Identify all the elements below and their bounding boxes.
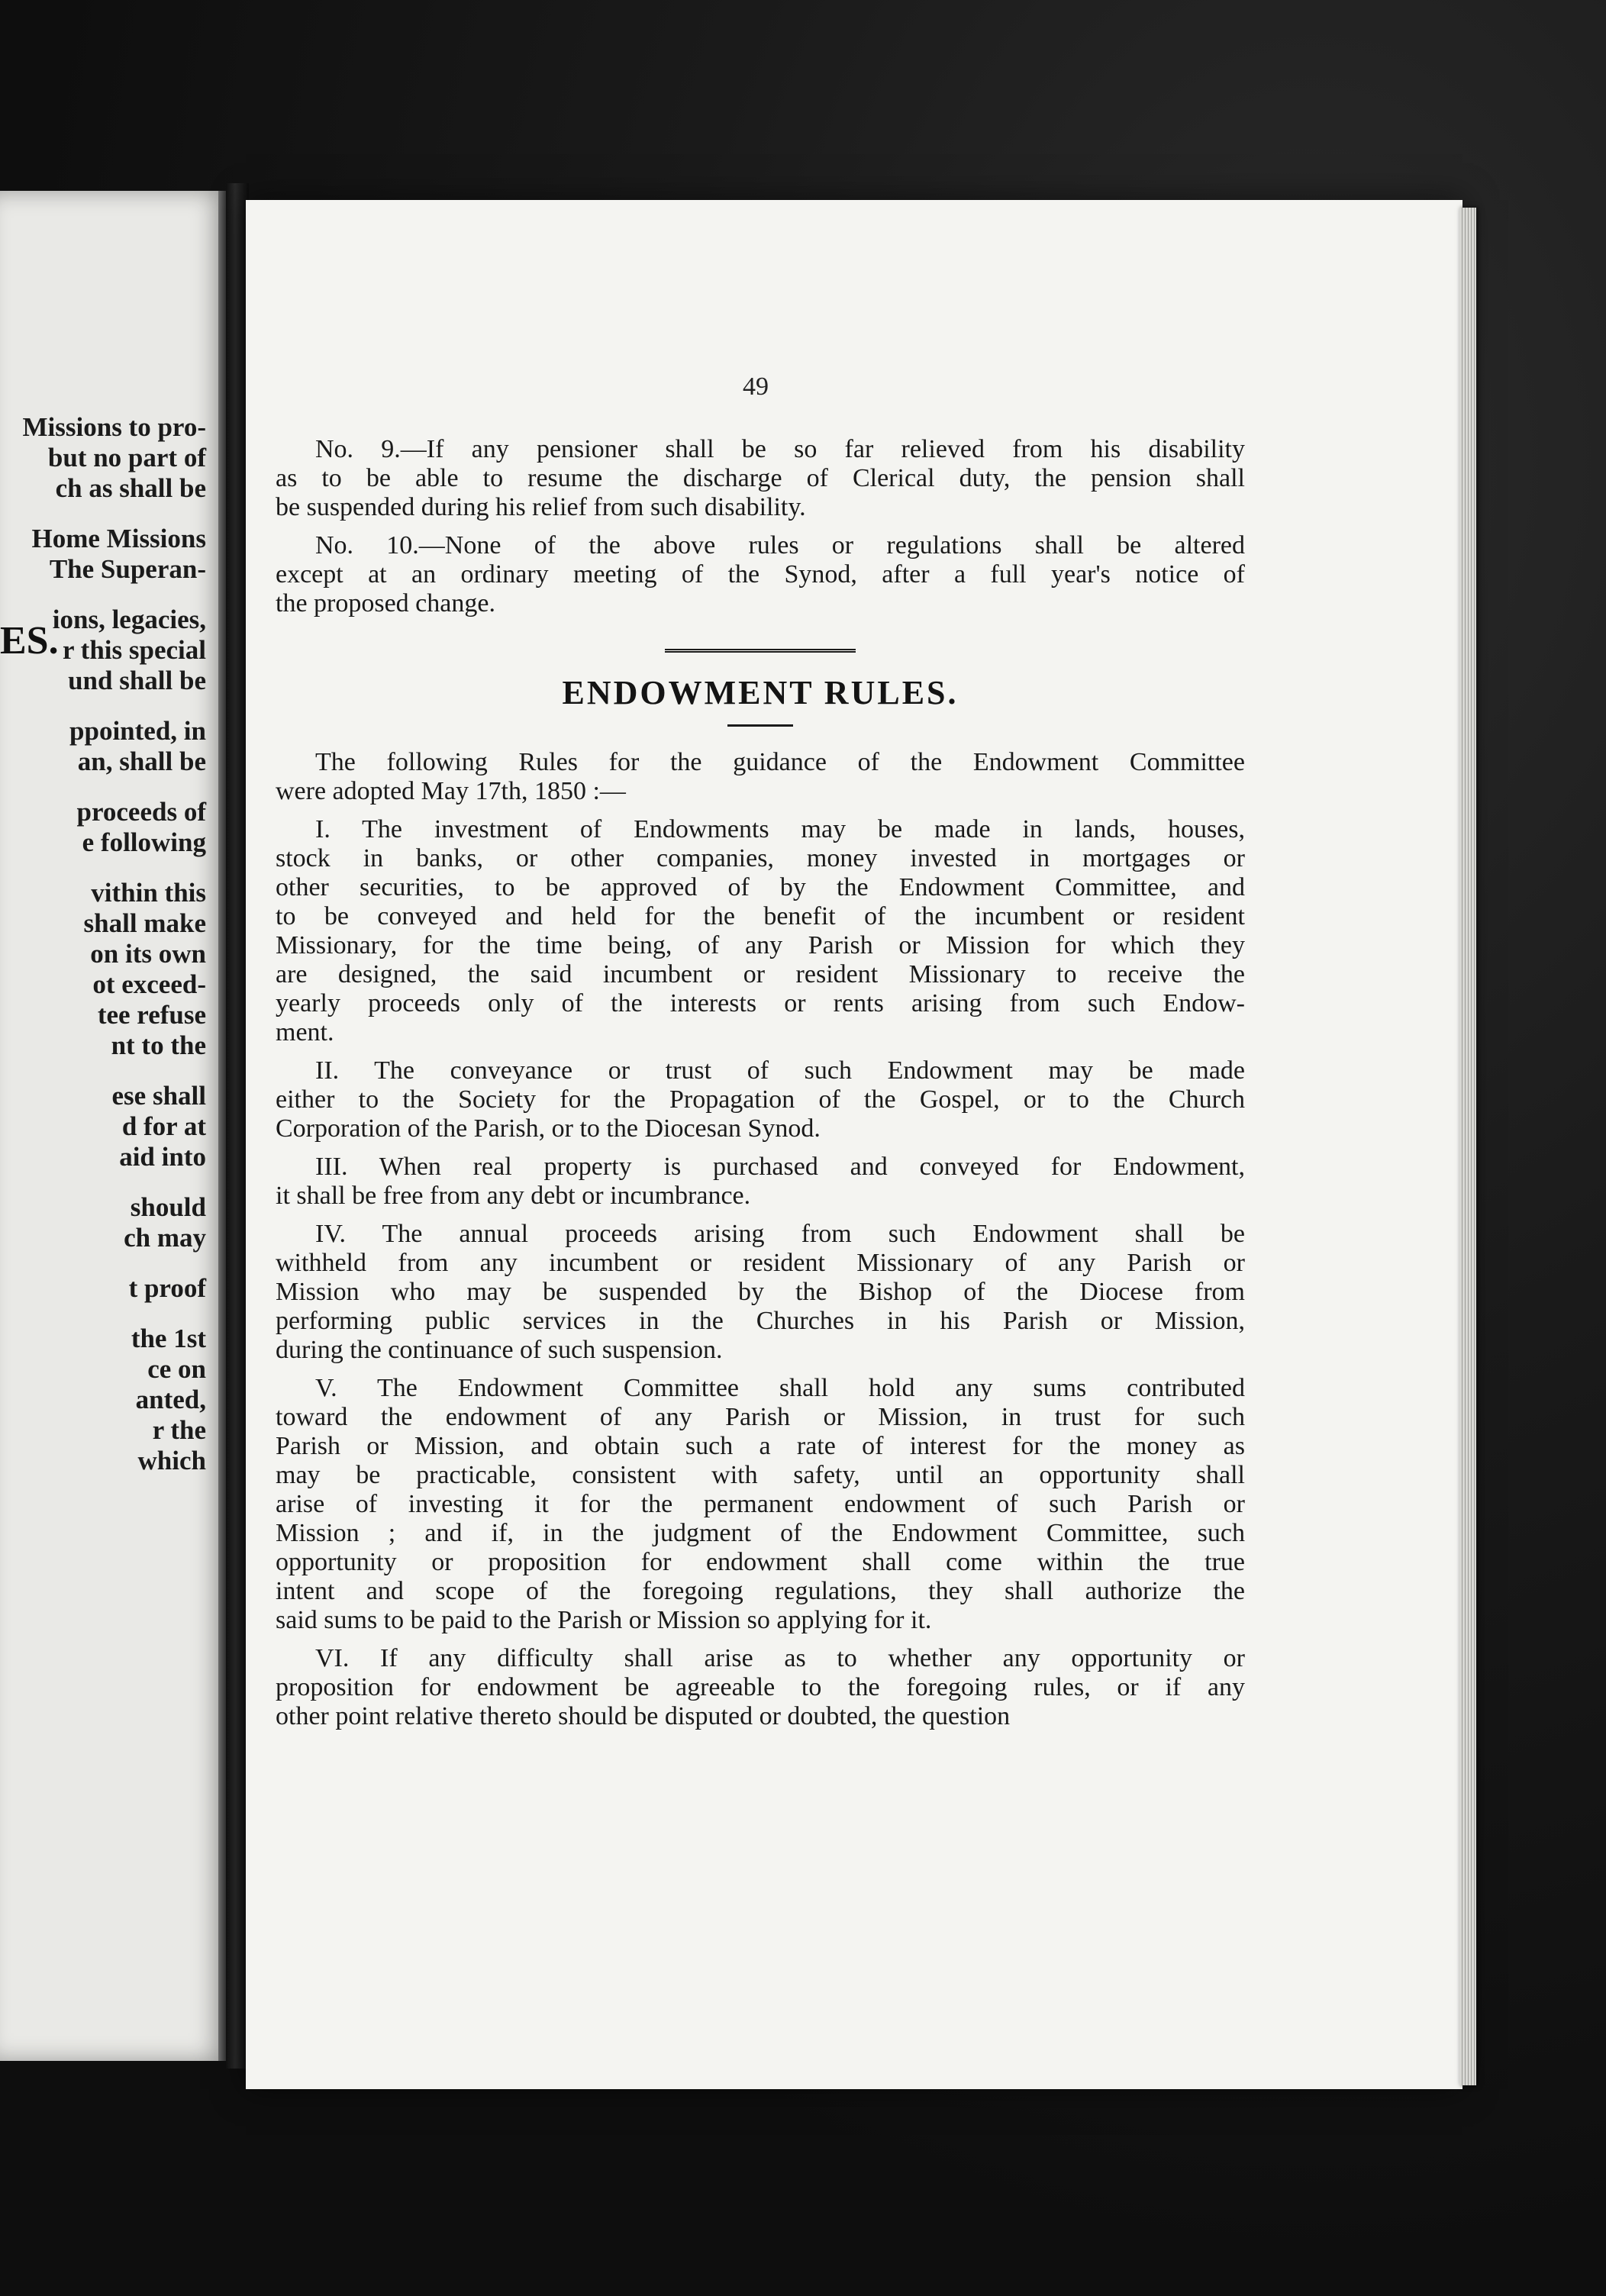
page-number: 49: [743, 372, 769, 401]
endowment-rules-section: [276, 748, 1245, 1731]
text-line: intent and scope of the foregoing regulations, they shall authorize the: [276, 1577, 1245, 1605]
left-page-line: The Superan-: [49, 554, 206, 584]
endowment-rule-paragraph: [276, 748, 1245, 806]
text-line: performing public services in the Churches in his Parish or Mission,: [276, 1307, 1245, 1335]
left-page-line: ppointed, in: [69, 716, 206, 746]
text-line: the proposed change.: [276, 589, 495, 618]
left-page-gap: [0, 585, 206, 605]
left-page-line: ese shall: [111, 1081, 206, 1111]
left-page-line: ch as shall be: [55, 473, 206, 503]
endowment-rule-paragraph: [276, 1374, 1245, 1635]
endowment-rule-paragraph: [276, 1056, 1245, 1143]
page-body: [276, 435, 1245, 1740]
endowment-rule-paragraph: [276, 1220, 1245, 1365]
text-line: to be conveyed and held for the benefit of the incumbent or resident: [276, 902, 1245, 930]
text-line: were adopted May 17th, 1850 :—: [276, 777, 626, 805]
left-page-line: Missions to pro-: [22, 412, 206, 442]
text-line: other securities, to be approved of by the Endowment Committee, and: [276, 873, 1245, 901]
text-line: Mission who may be suspended by the Bishop of the Diocese from: [276, 1278, 1245, 1306]
pension-rule-paragraph: [276, 435, 1245, 522]
left-page-line: ce on: [147, 1354, 206, 1384]
text-line: arise of investing it for the permanent endowment of such Parish or: [276, 1490, 1245, 1518]
text-line: either to the Society for the Propagation of the Gospel, or to the Church: [276, 1085, 1245, 1114]
left-page-gap: [0, 1172, 206, 1192]
text-line: stock in banks, or other companies, money invested in mortgages or: [276, 844, 1245, 872]
left-page-line: r this special: [63, 635, 206, 665]
section-title-underline: [727, 724, 793, 727]
text-line: Missionary, for the time being, of any Parish or Mission for which they: [276, 931, 1245, 959]
left-page-line: the 1st: [131, 1324, 206, 1353]
pension-rules-section: [276, 435, 1245, 618]
left-page-line: on its own: [90, 939, 206, 969]
text-line: toward the endowment of any Parish or Mission, in trust for such: [276, 1403, 1245, 1431]
text-line: ment.: [276, 1018, 334, 1046]
text-line: opportunity or proposition for endowment shall come within the true: [276, 1548, 1245, 1576]
text-line: The following Rules for the guidance of the Endowment Committee: [315, 748, 1245, 776]
left-page-line: aid into: [119, 1142, 206, 1172]
text-line: yearly proceeds only of the interests or rents arising from such Endow-: [276, 989, 1245, 1017]
left-page-line: nt to the: [111, 1030, 206, 1060]
text-line: be suspended during his relief from such disability.: [276, 493, 806, 521]
left-page-line: tee refuse: [97, 1000, 206, 1030]
text-line: it shall be free from any debt or incumbrance.: [276, 1182, 751, 1210]
left-page-line: r the: [152, 1415, 206, 1445]
left-page-line: d for at: [121, 1111, 206, 1141]
text-line: other point relative thereto should be disputed or doubted, the question: [276, 1702, 1011, 1730]
text-line: as to be able to resume the discharge of Clerical duty, the pension shall: [276, 464, 1245, 492]
left-page-text: [0, 412, 206, 1476]
left-page-line: which: [137, 1446, 206, 1475]
left-page-line: but no part of: [47, 443, 206, 472]
section-title: ENDOWMENT RULES.: [562, 674, 959, 711]
left-page-gap: [0, 1304, 206, 1324]
text-line: except at an ordinary meeting of the Synod, after a full year's notice of: [276, 560, 1245, 589]
left-page-gap: [0, 504, 206, 524]
left-page-line: ions, legacies,: [52, 605, 206, 634]
left-page-heading-fragment: ES.: [0, 619, 59, 663]
text-line: III. When real property is purchased and conveyed for Endowment,: [315, 1153, 1245, 1181]
text-line: Mission ; and if, in the judgment of the Endowment Committee, such: [276, 1519, 1245, 1547]
endowment-rule-paragraph: [276, 1153, 1245, 1211]
text-line: VI. If any difficulty shall arise as to whether any opportunity or: [315, 1644, 1245, 1672]
text-line: during the continuance of such suspension.: [276, 1336, 723, 1364]
text-line: withheld from any incumbent or resident Missionary of any Parish or: [276, 1249, 1245, 1277]
text-line: No. 9.—If any pensioner shall be so far relieved from his disability: [315, 435, 1245, 463]
text-line: may be practicable, consistent with safety, until an opportunity shall: [276, 1461, 1245, 1489]
text-line: Corporation of the Parish, or to the Diocesan Synod.: [276, 1114, 821, 1143]
left-page-gap: [0, 777, 206, 797]
text-line: I. The investment of Endowments may be made in lands, houses,: [315, 815, 1245, 843]
left-page-line: anted,: [135, 1385, 206, 1414]
left-page-line: ot exceed-: [92, 969, 206, 999]
left-page-line: e following: [82, 827, 206, 857]
text-line: are designed, the said incumbent or resident Missionary to receive the: [276, 960, 1245, 988]
pension-rule-paragraph: [276, 531, 1245, 618]
text-line: proposition for endowment be agreeable to the foregoing rules, or if any: [276, 1673, 1245, 1701]
left-page-gap: [0, 858, 206, 878]
text-line: said sums to be paid to the Parish or Mission so applying for it.: [276, 1606, 932, 1634]
left-page-line: und shall be: [68, 666, 206, 695]
left-page-line: shall make: [83, 908, 206, 938]
left-page-line: vithin this: [91, 878, 206, 908]
text-line: V. The Endowment Committee shall hold any sums contributed: [315, 1374, 1245, 1402]
left-page-line: should: [130, 1192, 206, 1222]
section-divider-double-rule: [665, 649, 856, 653]
left-page-line: an, shall be: [77, 747, 206, 776]
left-page-line: t proof: [128, 1273, 206, 1303]
left-page-gap: [0, 696, 206, 716]
text-line: II. The conveyance or trust of such Endowment may be made: [315, 1056, 1245, 1085]
left-page-line: Home Missions: [31, 524, 206, 553]
left-page-gap: [0, 1253, 206, 1273]
endowment-rule-paragraph: [276, 1644, 1245, 1731]
left-page-gap: [0, 1061, 206, 1081]
left-page-line: proceeds of: [76, 797, 206, 827]
endowment-rule-paragraph: [276, 815, 1245, 1047]
page-stack-edge: [1459, 208, 1476, 2085]
left-page-line: ch may: [124, 1223, 206, 1253]
text-line: Parish or Mission, and obtain such a rate of interest for the money as: [276, 1432, 1245, 1460]
text-line: IV. The annual proceeds arising from such Endowment shall be: [315, 1220, 1245, 1248]
facing-page-left: [0, 191, 229, 2061]
text-line: No. 10.—None of the above rules or regulations shall be altered: [315, 531, 1245, 559]
